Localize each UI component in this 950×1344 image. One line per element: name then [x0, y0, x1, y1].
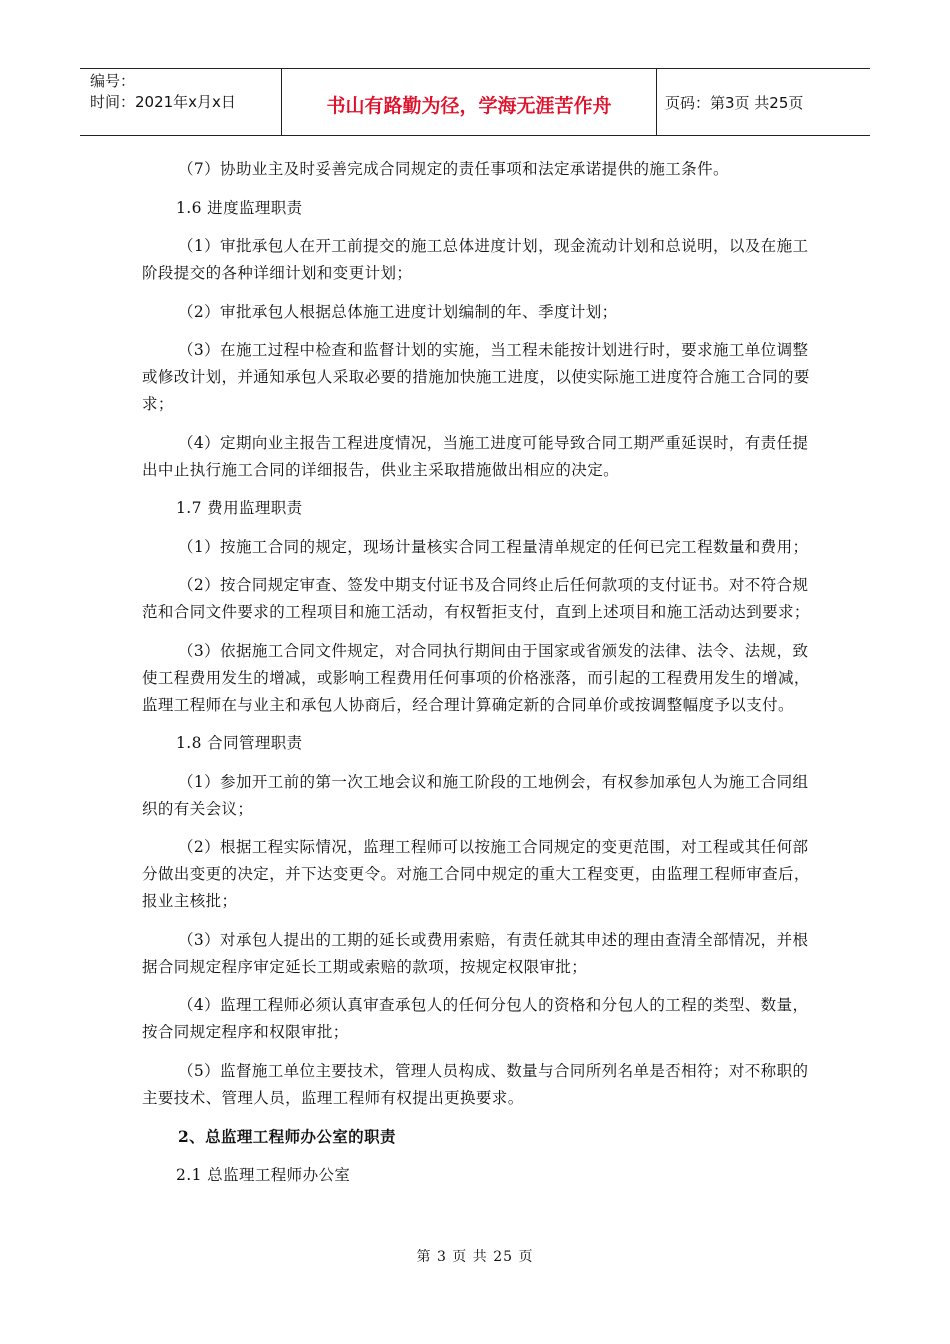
document-date: 时间：2021年x月x日 — [90, 93, 236, 111]
body-paragraph: （4）监理工程师必须认真审查承包人的任何分包人的资格和分包人的工程的类型、数量，按合同规定程序和权限审批； — [142, 996, 809, 1041]
header-motto: 书山有路勤为径，学海无涯苦作舟 — [282, 69, 657, 135]
body-paragraph: （1）按施工合同的规定，现场计量核实合同工程量清单规定的任何已完工程数量和费用； — [178, 537, 809, 556]
body-paragraph: （3）在施工过程中检查和监督计划的实施，当工程未能按计划进行时，要求施工单位调整或修改计划，并通知承包人采取必要的措施加快施工进度，以使实际施工进度符合施工合同的要求； — [142, 341, 810, 413]
section-heading: 1.6 进度监理职责 — [176, 198, 303, 217]
body-paragraph: （1）参加开工前的第一次工地会议和施工阶段的工地例会，有权参加承包人为施工合同组织的有关会议； — [142, 772, 809, 818]
page-footer: 第 3 页 共 25 页 — [416, 1249, 534, 1265]
chapter-heading: 2、总监理工程师办公室的职责 — [178, 1127, 396, 1146]
header-meta — [80, 69, 282, 135]
body-paragraph: （2）根据工程实际情况，监理工程师可以按施工合同规定的变更范围，对工程或其任何部分做出变更的决定，并下达变更令。对施工合同中规定的重大工程变更，由监理工程师审查后，报业主核批； — [142, 838, 810, 910]
body-paragraph: （7）协助业主及时妥善完成合同规定的责任事项和法定承诺提供的施工条件。 — [178, 160, 729, 178]
body-paragraph: （3）依据施工合同文件规定，对合同执行期间由于国家或省颁发的法律、法令、法规，致使工程费用发生的增减，或影响工程费用任何事项的价格涨落，而引起的工程费用发生的增减，监理工程师在与业主和承包人协商后，经合理计算确定新的合同单价或按调整幅度予以支付。 — [142, 641, 810, 714]
section-heading: 1.8 合同管理职责 — [176, 734, 303, 752]
document-body — [142, 156, 810, 1200]
page-header — [80, 68, 870, 136]
body-paragraph: （2）按合同规定审查、签发中期支付证书及合同终止后任何款项的支付证书。对不符合规范和合同文件要求的工程项目和施工活动，有权暂拒支付，直到上述项目和施工活动达到要求； — [142, 576, 810, 621]
body-paragraph: （2）审批承包人根据总体施工进度计划编制的年、季度计划； — [178, 302, 618, 321]
body-paragraph: （4）定期向业主报告工程进度情况，当施工进度可能导致合同工期严重延误时，有责任提出中止执行施工合同的详细报告，供业主采取措施做出相应的决定。 — [142, 433, 809, 479]
body-paragraph: （3）对承包人提出的工期的延长或费用索赔，有责任就其申述的理由查清全部情况，并根据合同规定程序审定延长工期或索赔的款项，按规定权限审批； — [142, 930, 809, 976]
document-number-label: 编号： — [90, 72, 136, 90]
section-heading: 1.7 费用监理职责 — [176, 499, 303, 517]
body-paragraph: （1）审批承包人在开工前提交的施工总体进度计划，现金流动计划和总说明，以及在施工阶段提交的各种详细计划和变更计划； — [142, 237, 809, 282]
header-page-info: 页码：第3页 共25页 — [665, 93, 804, 112]
body-paragraph: （5）监督施工单位主要技术，管理人员构成、数量与合同所列名单是否相符；对不称职的主要技术、管理人员，监理工程师有权提出更换要求。 — [142, 1061, 809, 1107]
section-heading: 2.1 总监理工程师办公室 — [176, 1165, 351, 1184]
